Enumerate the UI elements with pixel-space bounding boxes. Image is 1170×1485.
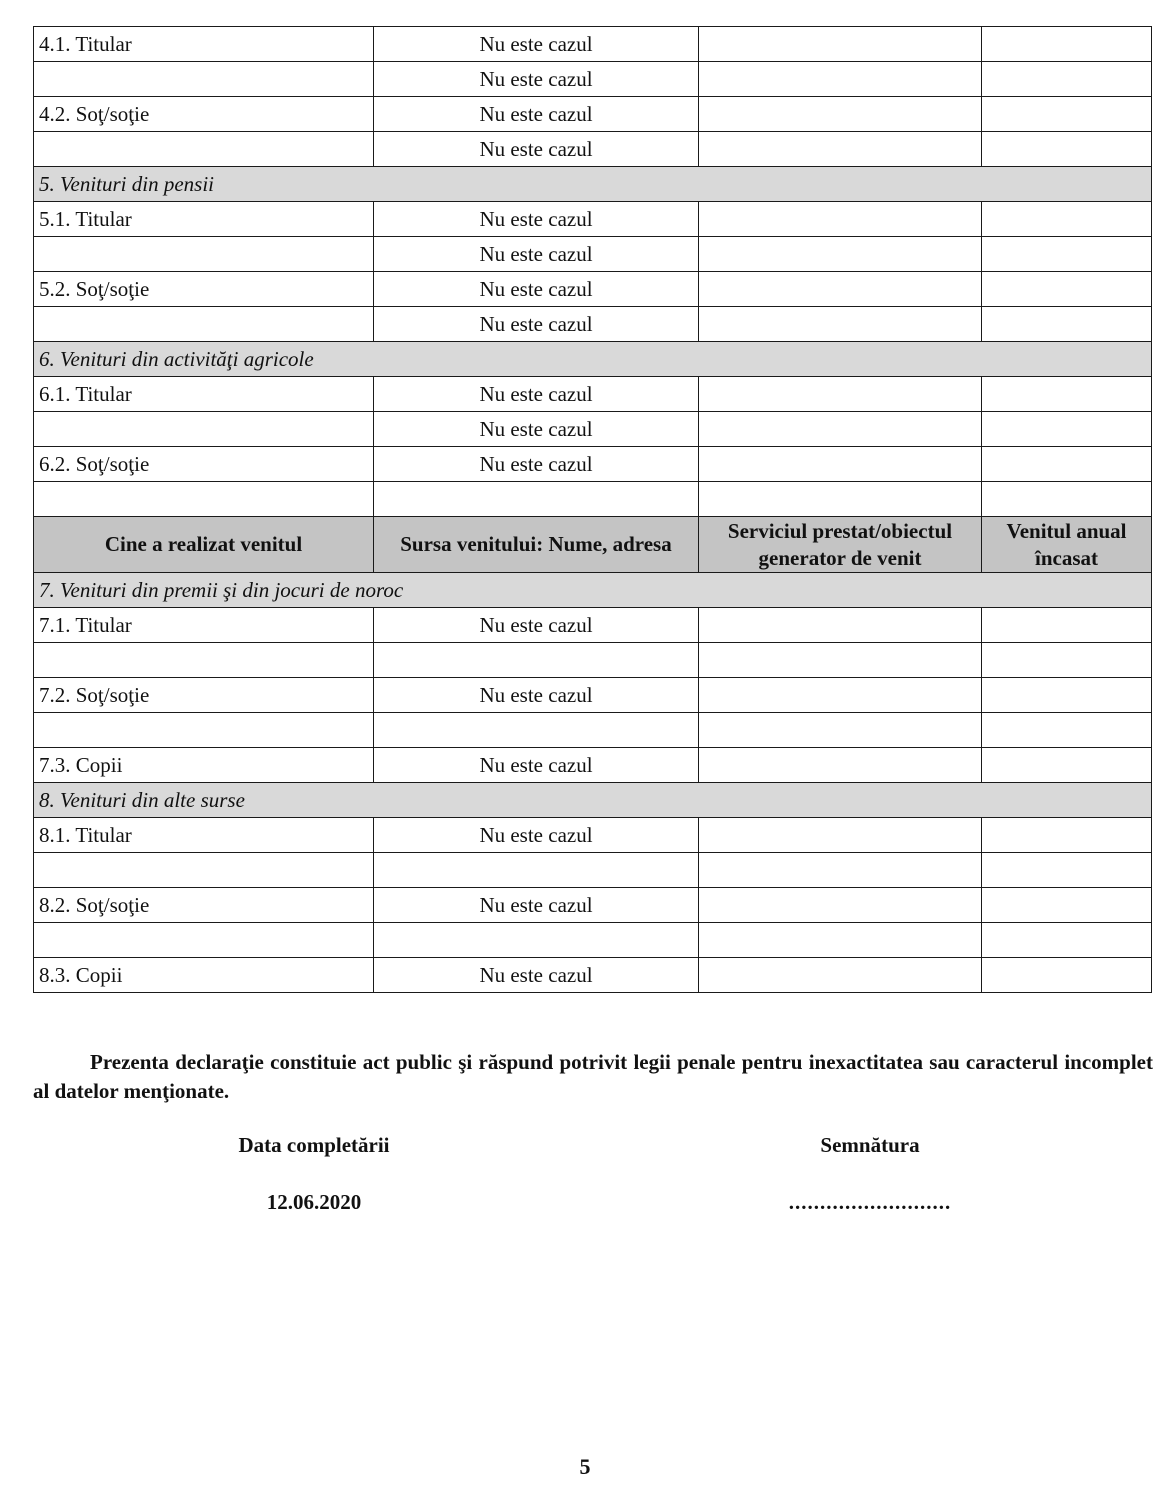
annual-income-cell — [982, 678, 1152, 713]
service-cell — [699, 307, 982, 342]
service-cell — [699, 272, 982, 307]
annual-income-cell — [982, 643, 1152, 678]
income-source-cell: Nu este cazul — [374, 818, 699, 853]
income-source-cell: Nu este cazul — [374, 62, 699, 97]
income-table — [33, 26, 1152, 993]
income-owner-cell: 7.1. Titular — [34, 608, 374, 643]
service-cell — [699, 713, 982, 748]
income-owner-cell: 6.1. Titular — [34, 377, 374, 412]
annual-income-cell — [982, 62, 1152, 97]
service-cell — [699, 643, 982, 678]
income-owner-cell — [34, 237, 374, 272]
service-cell — [699, 97, 982, 132]
annual-income-cell — [982, 447, 1152, 482]
section-title: 8. Venituri din alte surse — [34, 783, 1152, 818]
table-header-row — [34, 517, 1152, 573]
table-row — [34, 713, 1152, 748]
service-cell — [699, 748, 982, 783]
income-source-cell: Nu este cazul — [374, 307, 699, 342]
section-title: 7. Venituri din premii şi din jocuri de noroc — [34, 573, 1152, 608]
table-row — [34, 412, 1152, 447]
section-row-prizes — [34, 573, 1152, 608]
income-source-cell: Nu este cazul — [374, 377, 699, 412]
income-owner-cell: 8.2. Soţ/soţie — [34, 888, 374, 923]
service-cell — [699, 412, 982, 447]
annual-income-cell — [982, 482, 1152, 517]
table-row — [34, 748, 1152, 783]
section-row-agriculture — [34, 342, 1152, 377]
income-source-cell: Nu este cazul — [374, 97, 699, 132]
income-owner-cell — [34, 412, 374, 447]
table-row — [34, 608, 1152, 643]
annual-income-cell — [982, 853, 1152, 888]
service-cell — [699, 888, 982, 923]
service-cell — [699, 447, 982, 482]
table-row — [34, 97, 1152, 132]
income-owner-cell — [34, 307, 374, 342]
income-owner-cell: 5.2. Soţ/soţie — [34, 272, 374, 307]
income-owner-cell — [34, 643, 374, 678]
table-row — [34, 923, 1152, 958]
service-cell — [699, 678, 982, 713]
annual-income-cell — [982, 272, 1152, 307]
table-row — [34, 818, 1152, 853]
income-owner-cell — [34, 482, 374, 517]
completion-date-value: 12.06.2020 — [266, 1190, 362, 1214]
table-row — [34, 678, 1152, 713]
income-owner-cell — [34, 923, 374, 958]
income-source-cell: Nu este cazul — [374, 888, 699, 923]
header-service: Serviciul prestat/obiectul generator de venit — [699, 517, 982, 573]
signature-placeholder: .......................... — [788, 1190, 952, 1214]
annual-income-cell — [982, 958, 1152, 993]
annual-income-cell — [982, 237, 1152, 272]
table-row — [34, 482, 1152, 517]
header-who: Cine a realizat venitul — [34, 517, 374, 573]
income-source-cell: Nu este cazul — [374, 608, 699, 643]
annual-income-cell — [982, 713, 1152, 748]
income-source-cell: Nu este cazul — [374, 958, 699, 993]
service-cell — [699, 132, 982, 167]
service-cell — [699, 202, 982, 237]
table-row — [34, 307, 1152, 342]
income-source-cell: Nu este cazul — [374, 27, 699, 62]
income-source-cell: Nu este cazul — [374, 447, 699, 482]
table-row — [34, 272, 1152, 307]
annual-income-cell — [982, 97, 1152, 132]
service-cell — [699, 853, 982, 888]
service-cell — [699, 482, 982, 517]
income-source-cell — [374, 853, 699, 888]
income-owner-cell — [34, 62, 374, 97]
income-owner-cell: 8.3. Copii — [34, 958, 374, 993]
annual-income-cell — [982, 608, 1152, 643]
income-source-cell — [374, 923, 699, 958]
income-owner-cell: 8.1. Titular — [34, 818, 374, 853]
income-owner-cell: 4.2. Soţ/soţie — [34, 97, 374, 132]
table-row — [34, 643, 1152, 678]
income-source-cell — [374, 482, 699, 517]
header-source: Sursa venitului: Nume, adresa — [374, 517, 699, 573]
income-source-cell: Nu este cazul — [374, 748, 699, 783]
income-owner-cell: 7.3. Copii — [34, 748, 374, 783]
table-row — [34, 27, 1152, 62]
table-row — [34, 853, 1152, 888]
section-title: 6. Venituri din activităţi agricole — [34, 342, 1152, 377]
annual-income-cell — [982, 888, 1152, 923]
annual-income-cell — [982, 923, 1152, 958]
completion-date-label: Data completării — [238, 1133, 390, 1157]
declaration-statement: Prezenta declaraţie constituie act public şi răspund potrivit legii penale pentru inexactitatea sau caracterul incomplet al datelor menţionate. — [33, 1050, 1153, 1103]
income-owner-cell: 4.1. Titular — [34, 27, 374, 62]
income-owner-cell: 6.2. Soţ/soţie — [34, 447, 374, 482]
income-owner-cell — [34, 713, 374, 748]
income-source-cell: Nu este cazul — [374, 132, 699, 167]
signature-label: Semnătura — [820, 1133, 920, 1157]
income-source-cell — [374, 643, 699, 678]
section-title: 5. Venituri din pensii — [34, 167, 1152, 202]
section-row-pensions — [34, 167, 1152, 202]
table-row — [34, 132, 1152, 167]
income-owner-cell — [34, 132, 374, 167]
table-row — [34, 62, 1152, 97]
income-owner-cell: 5.1. Titular — [34, 202, 374, 237]
income-source-cell: Nu este cazul — [374, 237, 699, 272]
service-cell — [699, 237, 982, 272]
service-cell — [699, 377, 982, 412]
income-source-cell: Nu este cazul — [374, 272, 699, 307]
income-source-cell — [374, 713, 699, 748]
service-cell — [699, 818, 982, 853]
annual-income-cell — [982, 202, 1152, 237]
page-number: 5 — [579, 1454, 591, 1479]
annual-income-cell — [982, 377, 1152, 412]
service-cell — [699, 608, 982, 643]
income-source-cell: Nu este cazul — [374, 678, 699, 713]
table-row — [34, 377, 1152, 412]
table-row — [34, 237, 1152, 272]
section-row-other-sources — [34, 783, 1152, 818]
income-owner-cell: 7.2. Soţ/soţie — [34, 678, 374, 713]
service-cell — [699, 27, 982, 62]
annual-income-cell — [982, 412, 1152, 447]
income-source-cell: Nu este cazul — [374, 412, 699, 447]
annual-income-cell — [982, 818, 1152, 853]
income-owner-cell — [34, 853, 374, 888]
annual-income-cell — [982, 748, 1152, 783]
annual-income-cell — [982, 132, 1152, 167]
annual-income-cell — [982, 27, 1152, 62]
service-cell — [699, 958, 982, 993]
header-annual-income: Venitul anual încasat — [982, 517, 1152, 573]
annual-income-cell — [982, 307, 1152, 342]
service-cell — [699, 62, 982, 97]
table-row — [34, 202, 1152, 237]
table-row — [34, 447, 1152, 482]
table-row — [34, 888, 1152, 923]
table-row — [34, 958, 1152, 993]
income-source-cell: Nu este cazul — [374, 202, 699, 237]
service-cell — [699, 923, 982, 958]
